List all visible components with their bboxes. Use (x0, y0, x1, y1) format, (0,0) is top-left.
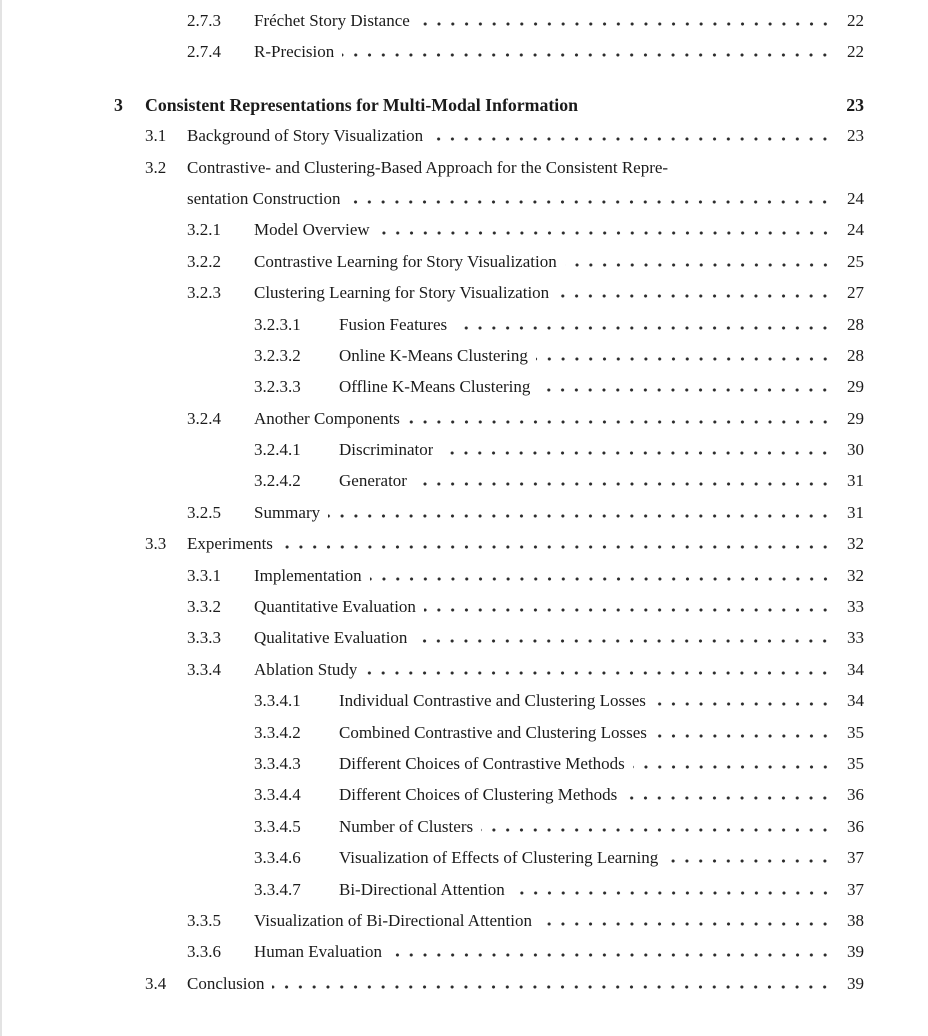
toc-entry[interactable] (114, 942, 864, 973)
toc-entry-title: Individual Contrastive and Clustering Losses (339, 691, 646, 711)
dot-leader (586, 107, 832, 111)
toc-entry[interactable] (114, 785, 864, 816)
toc-entry-page: 37 (847, 879, 864, 899)
toc-entry-title: Offline K-Means Clustering (339, 377, 531, 397)
toc-entry-page: 23 (846, 94, 864, 115)
toc-entry-number: 2.7.3 (187, 11, 221, 30)
toc-entry[interactable] (114, 377, 864, 408)
toc-entry[interactable] (114, 974, 864, 1005)
toc-entry-title: Qualitative Evaluation (254, 628, 408, 648)
toc-entry-page: 31 (847, 471, 864, 491)
toc-entry-page: 39 (847, 973, 864, 993)
toc-entry[interactable] (114, 660, 864, 691)
toc-entry[interactable] (114, 42, 864, 73)
toc-entry[interactable] (114, 158, 864, 189)
toc-entry-title: Ablation Study (254, 659, 358, 679)
toc-entry-title: Fréchet Story Distance (254, 11, 410, 30)
toc-entry-page: 22 (847, 42, 864, 62)
toc-entry-number: 3.2.2 (187, 251, 221, 271)
toc-entry[interactable] (114, 189, 864, 220)
toc-entry-title: Human Evaluation (254, 942, 382, 962)
toc-entry-page: 29 (847, 408, 864, 428)
toc-entry[interactable] (114, 315, 864, 346)
toc-entry-title: Quantitative Evaluation (254, 597, 416, 617)
toc-entry-number: 3.1 (145, 126, 167, 146)
dot-leader (342, 53, 832, 57)
toc-entry-number: 3.3.4.6 (254, 848, 301, 868)
dot-leader (272, 985, 832, 989)
dot-leader (418, 22, 832, 26)
toc-entry-number: 3.3.4.4 (254, 785, 301, 805)
dot-leader (441, 451, 832, 455)
toc-entry-page: 22 (847, 11, 864, 30)
toc-entry[interactable] (114, 471, 864, 502)
toc-entry-number: 3.2 (145, 157, 167, 177)
toc-entry-page: 37 (847, 848, 864, 868)
toc-entry[interactable] (114, 252, 864, 283)
toc-entry[interactable] (114, 880, 864, 911)
toc-entry[interactable] (114, 534, 864, 565)
dot-leader (538, 388, 832, 392)
toc-entry[interactable] (114, 848, 864, 879)
toc-entry-page: 32 (847, 565, 864, 585)
toc-entry-number: 3.2.1 (187, 220, 221, 240)
toc-entry-number: 3.3.4.1 (254, 691, 301, 711)
toc-entry-page: 33 (847, 628, 864, 648)
toc-entry[interactable] (114, 220, 864, 251)
toc-entry-number: 3.2.4.2 (254, 471, 301, 491)
toc-entry-title: Number of Clusters (339, 816, 474, 836)
toc-entry-page: 29 (847, 377, 864, 397)
toc-entry-title: Background of Story Visualization (187, 126, 424, 146)
toc-entry[interactable] (114, 817, 864, 848)
table-of-contents (114, 11, 864, 1005)
toc-entry-page: 25 (847, 251, 864, 271)
toc-entry-title: Online K-Means Clustering (339, 345, 528, 365)
toc-entry[interactable] (114, 11, 864, 42)
dot-leader (370, 577, 832, 581)
dot-leader (666, 859, 832, 863)
toc-entry-number: 3.2.4.1 (254, 440, 301, 460)
toc-entry-title: Different Choices of Clustering Methods (339, 785, 618, 805)
toc-entry-page: 28 (847, 314, 864, 334)
toc-entry-page: 38 (847, 910, 864, 930)
toc-entry-title: Discriminator (339, 440, 434, 460)
toc-entry-number: 3.2.3.1 (254, 314, 301, 334)
toc-entry-title: Model Overview (254, 220, 370, 240)
dot-leader (378, 231, 832, 235)
dot-leader (536, 357, 832, 361)
toc-entry-page: 31 (847, 502, 864, 522)
dot-leader (348, 200, 832, 204)
toc-entry[interactable] (114, 566, 864, 597)
toc-entry[interactable] (114, 754, 864, 785)
toc-entry-number: 3.3 (145, 534, 167, 554)
toc-entry-number: 3.2.3 (187, 283, 221, 303)
toc-entry-title: Contrastive- and Clustering-Based Approach for the Consistent Repre- (187, 157, 669, 177)
toc-entry-title: Visualization of Effects of Clustering Learning (339, 848, 659, 868)
dot-leader (625, 796, 832, 800)
dot-leader (408, 420, 832, 424)
toc-entry[interactable] (114, 691, 864, 722)
toc-entry-title: Generator (339, 471, 407, 491)
dot-leader (415, 482, 832, 486)
toc-entry[interactable] (114, 409, 864, 440)
toc-entry-number: 3.2.3.2 (254, 345, 301, 365)
toc-entry-number: 3.2.3.3 (254, 377, 301, 397)
toc-entry-number: 2.7.4 (187, 42, 221, 62)
toc-entry-title: Summary (254, 502, 321, 522)
dot-leader (328, 514, 832, 518)
dot-leader (415, 639, 832, 643)
dot-leader (281, 545, 832, 549)
toc-entry[interactable] (114, 503, 864, 534)
toc-entry-title: Combined Contrastive and Clustering Losses (339, 722, 647, 742)
dot-leader (455, 326, 832, 330)
toc-entry[interactable] (114, 723, 864, 754)
toc-entry-page: 24 (847, 220, 864, 240)
toc-entry-title: Visualization of Bi-Directional Attention (254, 910, 533, 930)
toc-entry-number: 3.3.4 (187, 659, 221, 679)
toc-entry[interactable] (114, 440, 864, 471)
toc-entry[interactable] (114, 95, 864, 126)
toc-entry[interactable] (114, 126, 864, 157)
toc-entry-page: 32 (847, 534, 864, 554)
dot-leader (540, 922, 832, 926)
toc-entry-title: Contrastive Learning for Story Visualization (254, 251, 557, 271)
toc-entry-number: 3.2.5 (187, 502, 221, 522)
toc-entry-title: Bi-Directional Attention (339, 879, 505, 899)
toc-entry-number: 3.3.1 (187, 565, 221, 585)
toc-entry-number: 3 (114, 94, 123, 115)
toc-entry-page: 34 (847, 659, 864, 679)
toc-entry-title: Clustering Learning for Story Visualization (254, 283, 550, 303)
toc-entry-title: Another Components (254, 408, 400, 428)
toc-entry-page: 36 (847, 785, 864, 805)
toc-entry-number: 3.3.6 (187, 942, 221, 962)
dot-leader (431, 137, 832, 141)
toc-entry-page: 23 (847, 126, 864, 146)
toc-entry-number: 3.2.4 (187, 408, 221, 428)
dot-leader (424, 608, 832, 612)
toc-entry-title: Conclusion (187, 973, 265, 993)
toc-entry-title: Implementation (254, 565, 362, 585)
toc-entry-title: Experiments (187, 534, 273, 554)
dot-leader (557, 294, 832, 298)
toc-entry-page: 27 (847, 283, 864, 303)
dot-leader (633, 765, 832, 769)
dot-leader (565, 263, 832, 267)
toc-entry-number: 3.3.4.2 (254, 722, 301, 742)
toc-entry-number: 3.3.5 (187, 910, 221, 930)
dot-leader (676, 169, 858, 173)
dot-leader (654, 702, 832, 706)
toc-entry-title: Different Choices of Contrastive Methods (339, 753, 625, 773)
dot-leader (390, 953, 832, 957)
toc-entry-number: 3.4 (145, 973, 167, 993)
toc-entry-title: sentation Construction (187, 188, 341, 208)
dot-leader (365, 671, 832, 675)
toc-entry-number: 3.3.4.5 (254, 816, 301, 836)
toc-entry-title: R-Precision (254, 42, 335, 62)
toc-entry-page: 30 (847, 440, 864, 460)
toc-entry-page: 35 (847, 753, 864, 773)
toc-entry[interactable] (114, 346, 864, 377)
toc-entry[interactable] (114, 597, 864, 628)
toc-entry-page: 39 (847, 942, 864, 962)
toc-entry-number: 3.3.2 (187, 597, 221, 617)
toc-entry-title: Consistent Representations for Multi-Modal Information (145, 94, 578, 115)
toc-entry[interactable] (114, 911, 864, 942)
toc-entry-page: 35 (847, 722, 864, 742)
toc-entry-page: 24 (847, 188, 864, 208)
toc-entry-number: 3.3.3 (187, 628, 221, 648)
toc-entry-page: 34 (847, 691, 864, 711)
toc-entry[interactable] (114, 283, 864, 314)
toc-entry-title: Fusion Features (339, 314, 448, 334)
dot-leader (481, 828, 832, 832)
toc-entry-number: 3.3.4.7 (254, 879, 301, 899)
dot-leader (655, 734, 832, 738)
toc-entry-page: 36 (847, 816, 864, 836)
toc-entry-page: 33 (847, 597, 864, 617)
toc-entry-number: 3.3.4.3 (254, 753, 301, 773)
dot-leader (513, 891, 832, 895)
toc-entry[interactable] (114, 628, 864, 659)
toc-entry-page: 28 (847, 345, 864, 365)
